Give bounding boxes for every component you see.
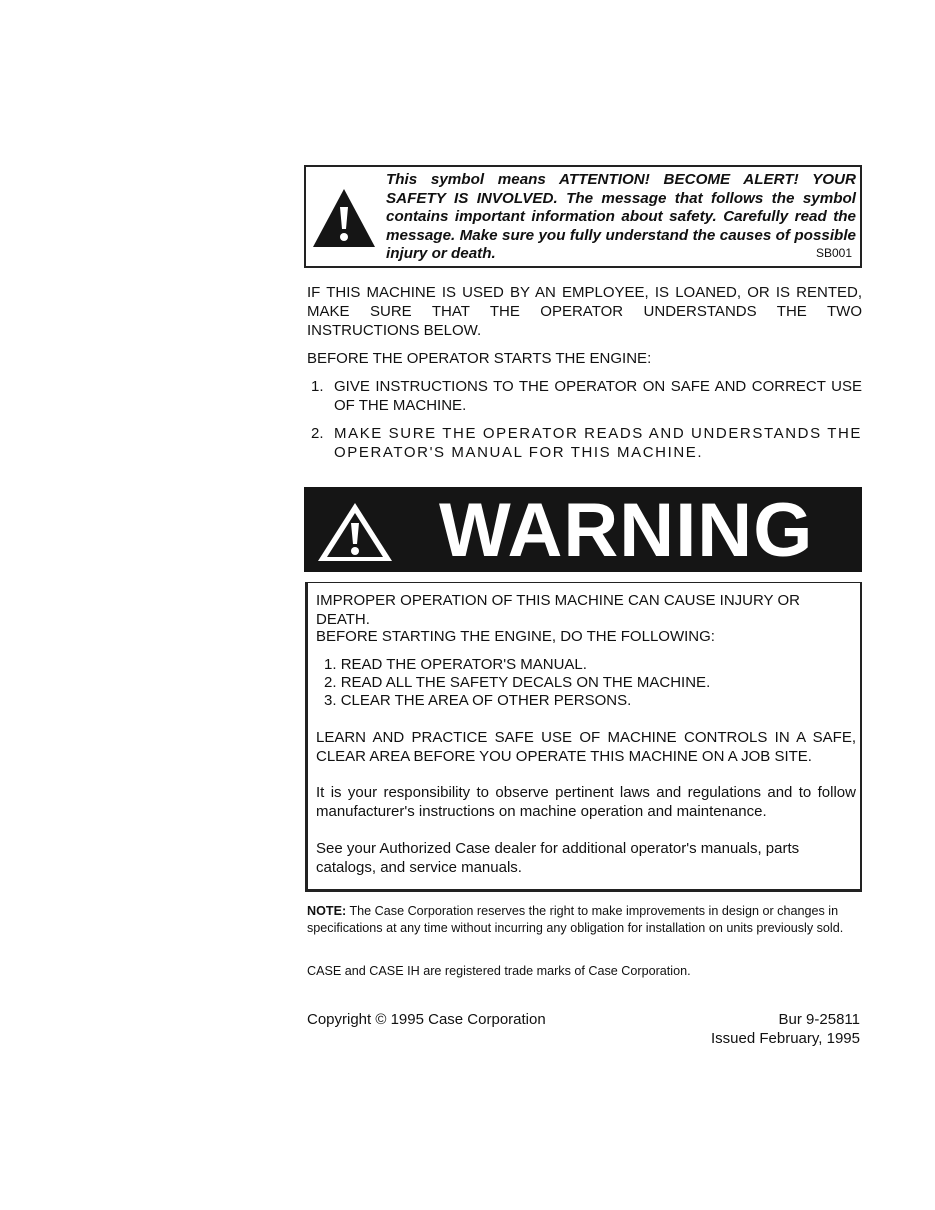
warning-list-item: [324, 673, 710, 692]
warning-list-item: [324, 691, 631, 710]
list-text: READ ALL THE SAFETY DECALS ON THE MACHINE.: [340, 674, 711, 691]
list-number: 2.: [324, 674, 337, 691]
warning-triangle-icon: [311, 187, 377, 249]
list-text: MAKE SURE THE OPERATOR READS AND UNDERSTANDS THE OPERATOR'S MANUAL FOR THIS MACHINE.: [334, 425, 862, 461]
doc-number: Bur 9-25811: [778, 1011, 860, 1028]
intro-before-heading: BEFORE THE OPERATOR STARTS THE ENGINE:: [307, 350, 652, 367]
list-number: 3.: [324, 692, 337, 709]
list-number: 1.: [311, 378, 324, 395]
warning-practice: LEARN AND PRACTICE SAFE USE OF MACHINE CONTROLS IN A SAFE, CLEAR AREA BEFORE YOU OPERATE THIS MACHINE ON A JOB SITE.: [316, 729, 856, 765]
list-text: READ THE OPERATOR'S MANUAL.: [340, 656, 587, 673]
note-paragraph: [307, 903, 862, 937]
intro-paragraph: IF THIS MACHINE IS USED BY AN EMPLOYEE, IS LOANED, OR IS RENTED, MAKE SURE THAT THE OPERATOR UNDERSTANDS THE TWO INSTRUCTIONS BELOW.: [307, 284, 862, 339]
note-text: The Case Corporation reserves the right to make improvements in design or changes in specifications at any time without incurring any obligation for installation on units previously sold.: [307, 904, 844, 935]
warning-before-heading: BEFORE STARTING THE ENGINE, DO THE FOLLOWING:: [316, 628, 715, 645]
note-label: NOTE:: [307, 904, 347, 918]
warning-list-item: [324, 655, 587, 674]
copyright: Copyright © 1995 Case Corporation: [307, 1011, 546, 1028]
safety-alert-text: This symbol means ATTENTION! BECOME ALERT! YOUR SAFETY IS INVOLVED. The message that follows the symbol contains important information about safety. Carefully read the message. Make sure you fully understand the causes of possible injury or death.: [386, 171, 856, 263]
warning-responsibility: It is your responsibility to observe pertinent laws and regulations and to follow manufacturer's instructions on machine operation and maintenance.: [316, 784, 856, 820]
list-text: CLEAR THE AREA OF OTHER PERSONS.: [340, 692, 632, 709]
warning-box: [305, 582, 862, 892]
list-number: 2.: [311, 425, 324, 442]
intro-list-item: [311, 424, 862, 464]
issued-date: Issued February, 1995: [711, 1030, 860, 1047]
warning-dealer: See your Authorized Case dealer for additional operator's manuals, parts catalogs, and service manuals.: [316, 840, 800, 876]
list-text: GIVE INSTRUCTIONS TO THE OPERATOR ON SAFE AND CORRECT USE OF THE MACHINE.: [334, 378, 862, 414]
warning-title: WARNING: [439, 488, 814, 573]
warning-banner: [304, 487, 862, 572]
trademark-line: CASE and CASE IH are registered trade marks of Case Corporation.: [307, 964, 691, 978]
warning-line: IMPROPER OPERATION OF THIS MACHINE CAN CAUSE INJURY OR DEATH.: [316, 592, 800, 628]
safety-alert-box: [304, 165, 862, 268]
safety-alert-code: SB001: [815, 246, 852, 260]
intro-list-item: [311, 377, 862, 417]
warning-triangle-icon: [316, 501, 394, 563]
list-number: 1.: [324, 656, 337, 673]
